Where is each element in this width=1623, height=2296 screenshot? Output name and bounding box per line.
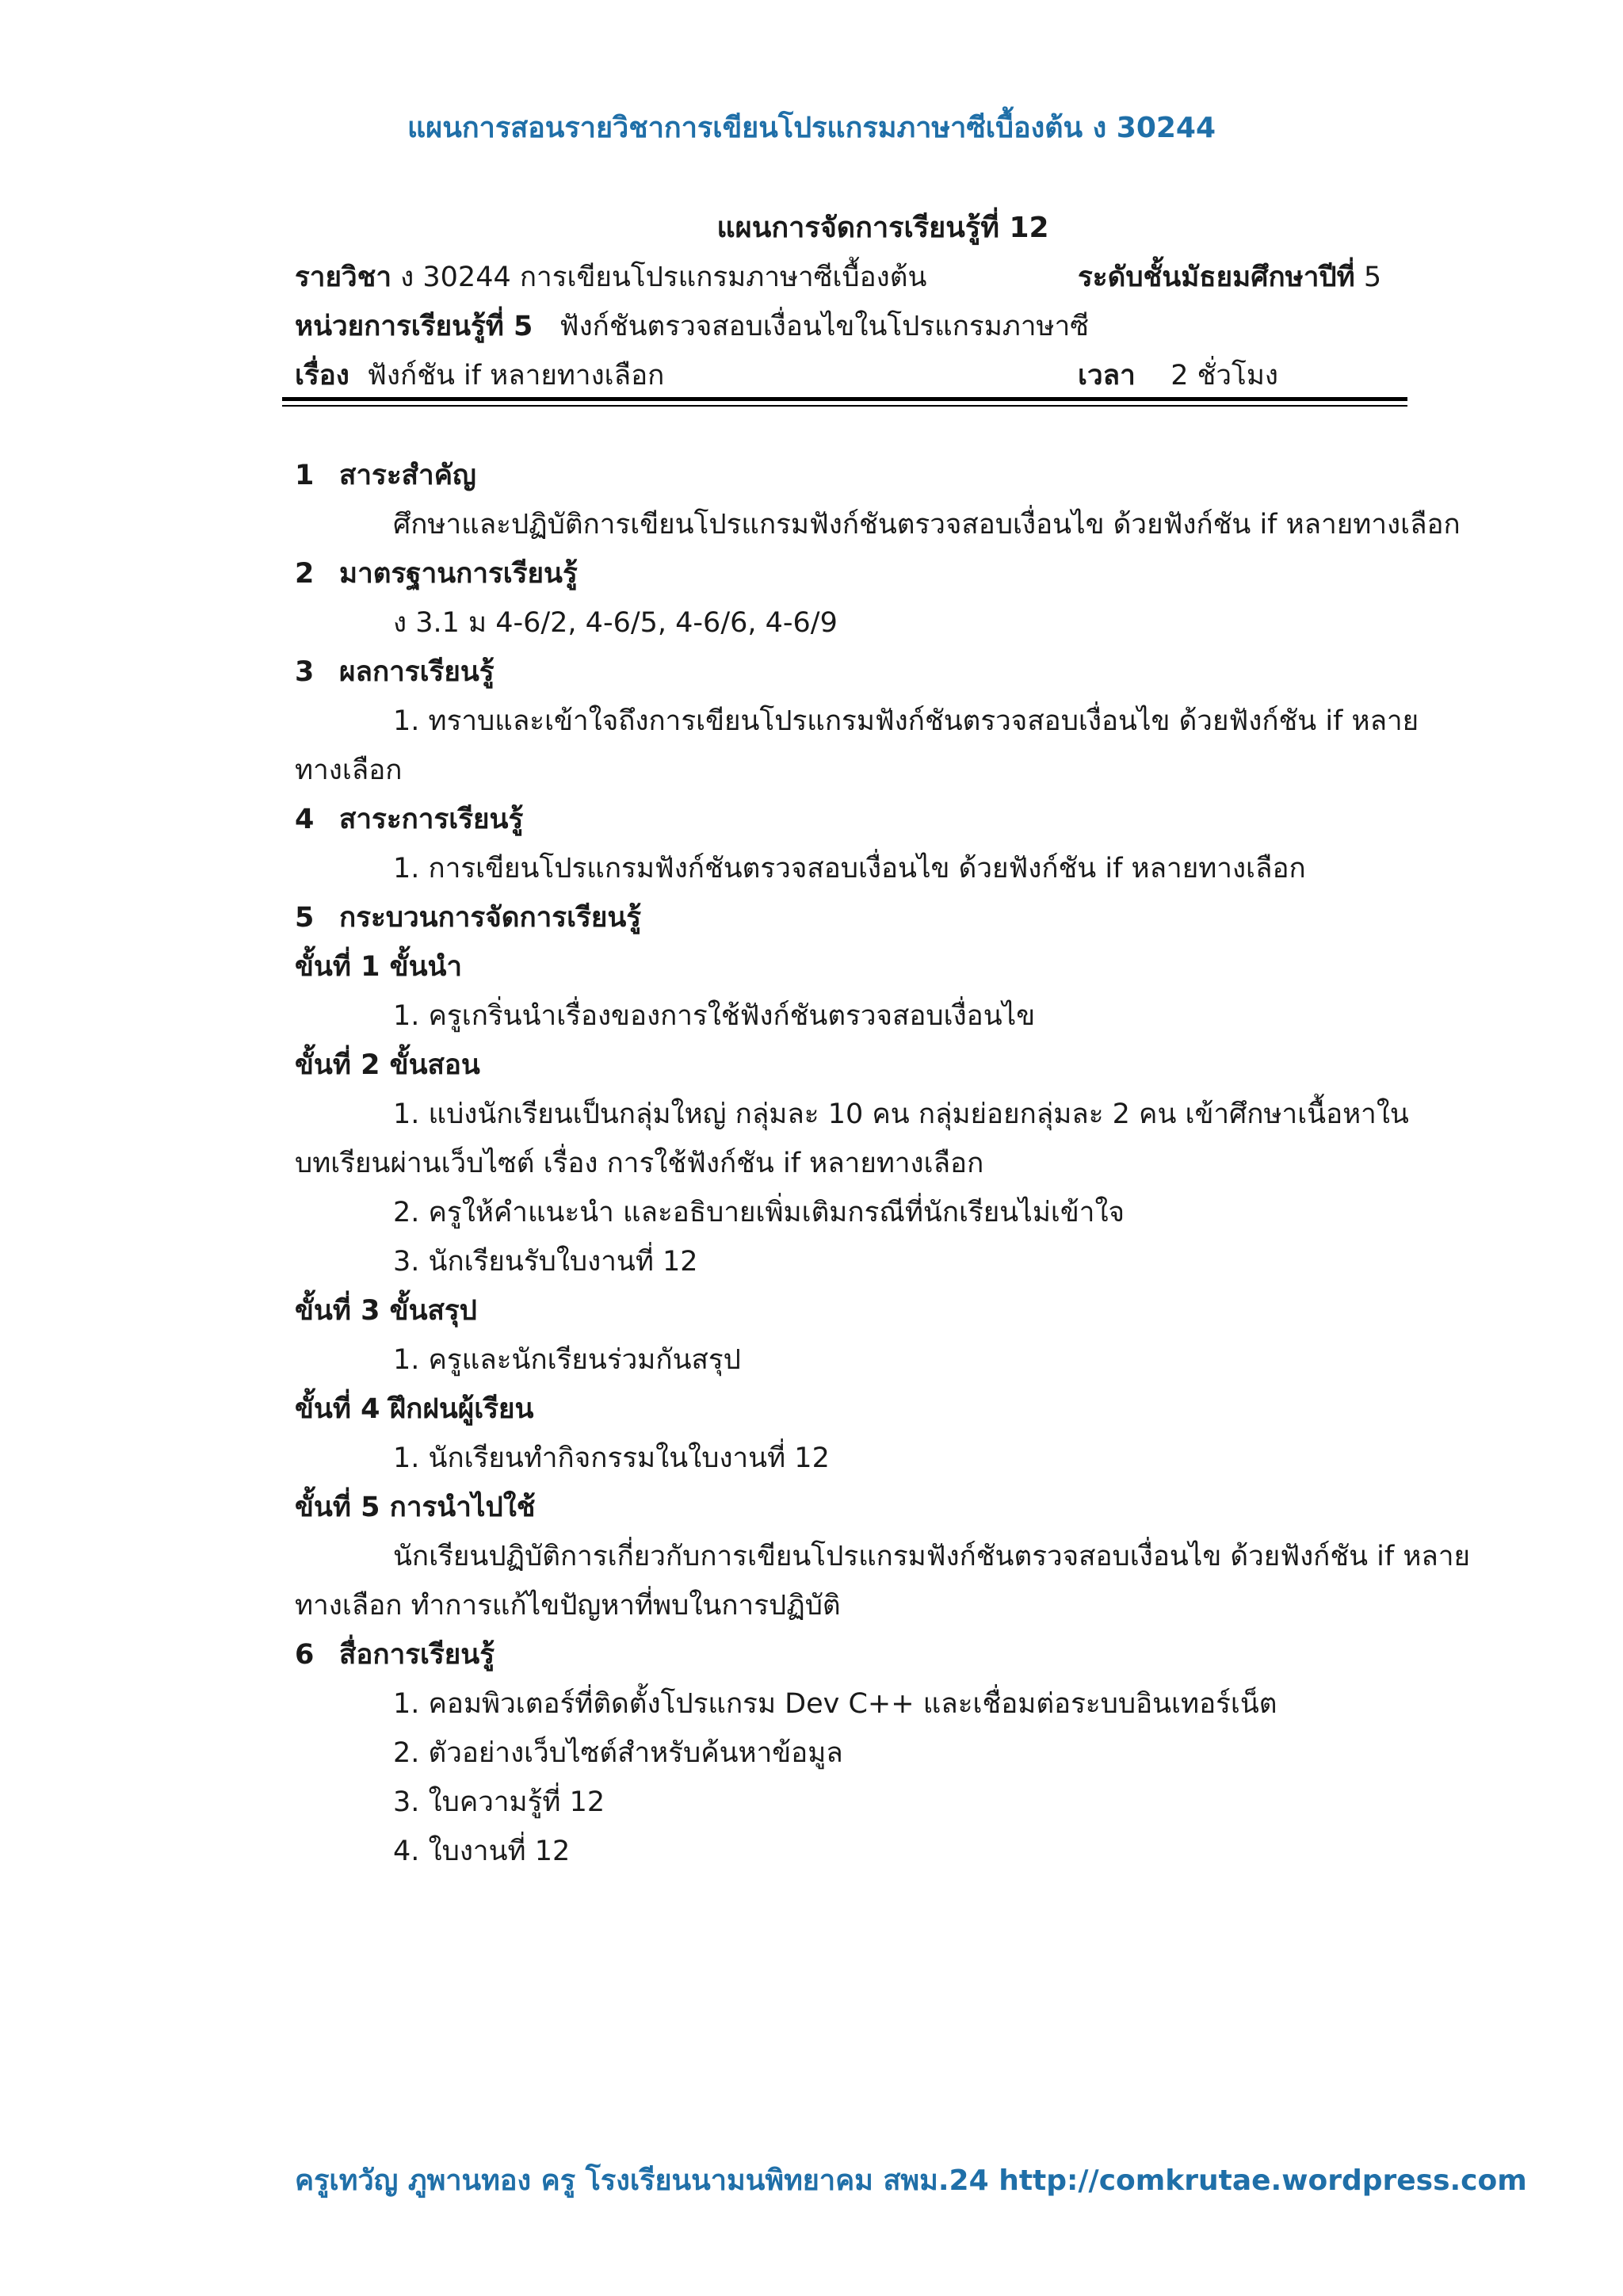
level-label: ระดับชั้นมัธยมศึกษาปีที่ (1078, 262, 1355, 293)
topic-value: ฟังก์ชัน if หลายทางเลือก (367, 360, 665, 392)
unit-label: หน่วยการเรียนรู้ที่ 5 (295, 311, 533, 342)
step-3-item: 1. ครูและนักเรียนร่วมกันสรุป (393, 1344, 741, 1376)
step-4-heading: ขั้นที่ 4 ฝึกฝนผู้เรียน (295, 1393, 534, 1425)
unit-row (295, 304, 1089, 348)
page-footer: ครูเทวัญ ภูพานทอง ครู โรงเรียนนามนพิทยาคม สพม.24 http://comkrutae.wordpress.com (295, 2164, 1527, 2197)
section-2-heading: 2 มาตรฐานการเรียนรู้ (295, 558, 578, 590)
step-5-heading: ขั้นที่ 5 การนำไปใช้ (295, 1492, 536, 1523)
unit-value: ฟังก์ชันตรวจสอบเงื่อนไขในโปรแกรมภาษาซี (559, 311, 1090, 342)
topic-row (295, 353, 664, 397)
step-2-item-1-cont: บทเรียนผ่านเว็บไซต์ เรื่อง การใช้ฟังก์ชัน if หลายทางเลือก (295, 1148, 984, 1179)
section-4-text: 1. การเขียนโปรแกรมฟังก์ชันตรวจสอบเงื่อนไข ด้วยฟังก์ชัน if หลายทางเลือก (393, 853, 1306, 884)
subject-row (295, 255, 926, 299)
section-3-heading: 3 ผลการเรียนรู้ (295, 656, 495, 688)
step-2-heading: ขั้นที่ 2 ขั้นสอน (295, 1049, 480, 1081)
section-3-text: 1. ทราบและเข้าใจถึงการเขียนโปรแกรมฟังก์ชันตรวจสอบเงื่อนไข ด้วยฟังก์ชัน if หลาย (393, 705, 1419, 737)
step-3-heading: ขั้นที่ 3 ขั้นสรุป (295, 1295, 477, 1327)
section-4-heading: 4 สาระการเรียนรู้ (295, 804, 524, 835)
step-2-item-3: 3. นักเรียนรับใบงานที่ 12 (393, 1246, 698, 1278)
time-value: 2 ชั่วโมง (1170, 360, 1278, 392)
media-item: 2. ตัวอย่างเว็บไซต์สำหรับค้นหาข้อมูล (393, 1737, 843, 1769)
section-1-text: ศึกษาและปฏิบัติการเขียนโปรแกรมฟังก์ชันตรวจสอบเงื่อนไข ด้วยฟังก์ชัน if หลายทางเลือก (393, 509, 1461, 541)
step-5-text: นักเรียนปฏิบัติการเกี่ยวกับการเขียนโปรแกรมฟังก์ชันตรวจสอบเงื่อนไข ด้วยฟังก์ชัน if หลาย (393, 1541, 1471, 1572)
media-item: 3. ใบความรู้ที่ 12 (393, 1786, 605, 1818)
level-value: 5 (1363, 262, 1382, 293)
media-item: 4. ใบงานที่ 12 (393, 1836, 571, 1867)
level-row (1078, 255, 1381, 299)
section-3-text-cont: ทางเลือก (295, 755, 403, 786)
subject-label: รายวิชา (295, 262, 392, 293)
section-2-text: ง 3.1 ม 4-6/2, 4-6/5, 4-6/6, 4-6/9 (393, 607, 838, 639)
page-header: แผนการสอนรายวิชาการเขียนโปรแกรมภาษาซีเบื้องต้น ง 30244 (407, 112, 1216, 144)
step-5-text-cont: ทางเลือก ทำการแก้ไขปัญหาที่พบในการปฏิบัติ (295, 1590, 841, 1622)
step-4-item: 1. นักเรียนทำกิจกรรมในใบงานที่ 12 (393, 1442, 830, 1474)
step-2-item-1: 1. แบ่งนักเรียนเป็นกลุ่มใหญ่ กลุ่มละ 10 คน กลุ่มย่อยกลุ่มละ 2 คน เข้าศึกษาเนื้อหาใน (393, 1098, 1409, 1130)
step-1-heading: ขั้นที่ 1 ขั้นนำ (295, 951, 463, 983)
media-item: 1. คอมพิวเตอร์ที่ติดตั้งโปรแกรม Dev C++ และเชื่อมต่อระบบอินเทอร์เน็ต (393, 1688, 1277, 1720)
subject-value: ง 30244 การเขียนโปรแกรมภาษาซีเบื้องต้น (400, 262, 927, 293)
section-5-heading: 5 กระบวนการจัดการเรียนรู้ (295, 902, 642, 934)
section-6-heading: 6 สื่อการเรียนรู้ (295, 1639, 495, 1671)
time-row (1078, 353, 1278, 397)
section-1-heading: 1 สาระสำคัญ (295, 460, 476, 491)
time-label: เวลา (1078, 360, 1136, 392)
plan-title: แผนการจัดการเรียนรู้ที่ 12 (716, 212, 1049, 244)
topic-label: เรื่อง (295, 360, 349, 392)
header-divider-thick (282, 397, 1407, 401)
header-divider-thin (282, 405, 1407, 407)
step-2-item-2: 2. ครูให้คำแนะนำ และอธิบายเพิ่มเติมกรณีที่นักเรียนไม่เข้าใจ (393, 1197, 1125, 1228)
step-1-item: 1. ครูเกริ่นนำเรื่องของการใช้ฟังก์ชันตรวจสอบเงื่อนไข (393, 1000, 1036, 1032)
